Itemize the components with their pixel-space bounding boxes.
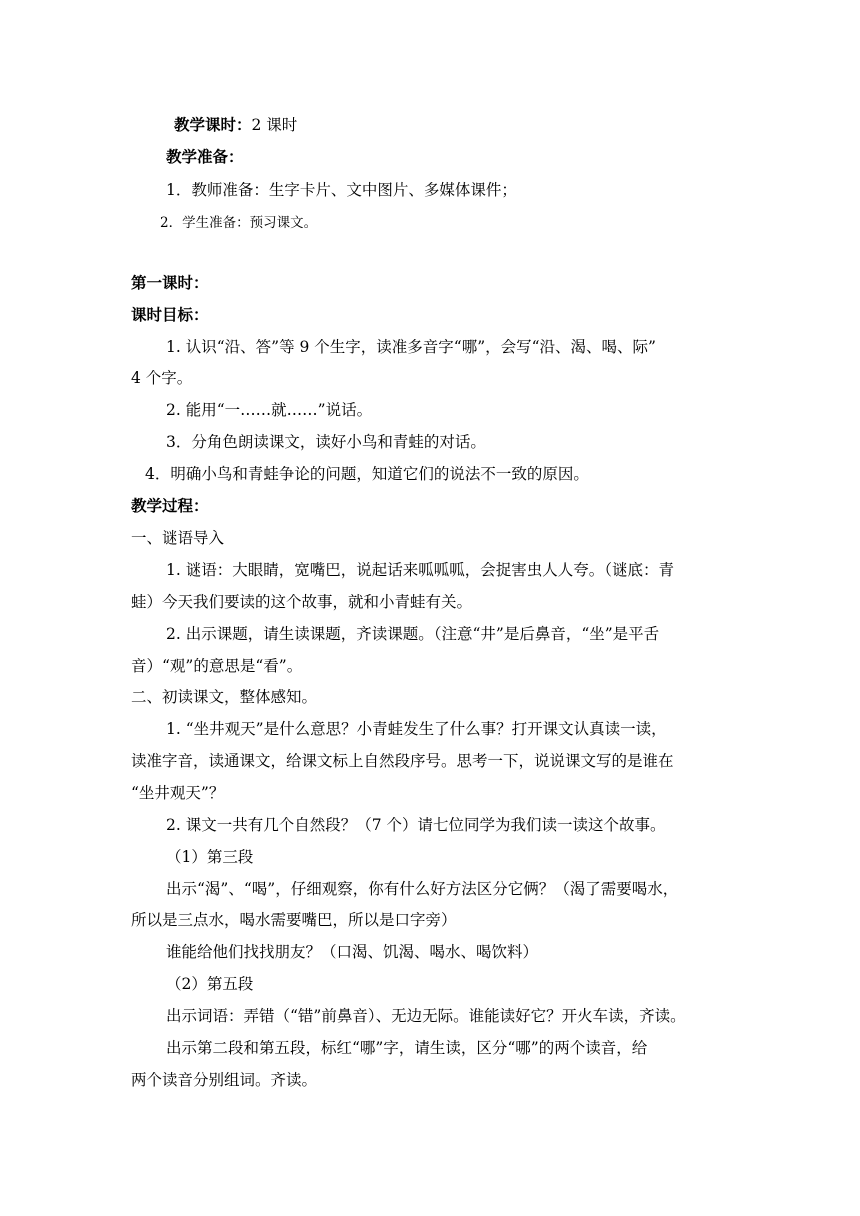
goal-line: 3．分角色朗读课文，读好小鸟和青蛙的对话。 xyxy=(166,433,486,451)
section-two-line: 谁能给他们找找朋友？（口渴、饥渴、喝水、喝饮料） xyxy=(166,943,539,961)
section-two-line: 两个读音分别组词。齐读。 xyxy=(131,1071,318,1089)
teaching-hours-label: 教学课时： xyxy=(174,116,252,134)
section-two-title: 二、初读课文，整体感知。 xyxy=(131,688,318,706)
lesson-one-title: 第一课时： xyxy=(131,274,209,292)
section-two-line: 1. “坐井观天”是什么意思？小青蛙发生了什么事？打开课文认真读一读， xyxy=(166,720,667,738)
lesson-goals-title: 课时目标： xyxy=(131,306,209,324)
section-two-line: （2）第五段 xyxy=(166,975,254,993)
section-two-line: 所以是三点水，喝水需要嘴巴，所以是口字旁） xyxy=(131,911,457,929)
section-one-line: 蛙）今天我们要读的这个故事，就和小青蛙有关。 xyxy=(131,593,473,611)
teaching-prep-heading: 教学准备： xyxy=(166,148,244,166)
process-title: 教学过程： xyxy=(131,497,209,515)
section-two-line: 读准字音，读通课文，给课文标上自然段序号。思考一下，说说课文写的是谁在 xyxy=(131,752,674,770)
section-one-title: 一、谜语导入 xyxy=(131,529,225,547)
section-two-line: “坐井观天”？ xyxy=(131,784,225,802)
section-two-line: 出示“渴”、“喝”，仔细观察，你有什么好方法区分它俩？（渴了需要喝水， xyxy=(166,880,679,898)
section-one-line: 音）“观”的意思是“看”。 xyxy=(131,657,303,675)
section-one-line: 1. 谜语：大眼睛，宽嘴巴，说起话来呱呱呱，会捉害虫人人夸。（谜底：青 xyxy=(166,561,674,579)
section-two-line: 2. 课文一共有几个自然段？（7 个）请七位同学为我们读一读这个故事。 xyxy=(166,816,666,834)
student-prep: 2．学生准备：预习课文。 xyxy=(160,215,318,231)
teaching-hours xyxy=(174,115,297,135)
section-one-line: 2. 出示课题，请生读课题，齐读课题。（注意“井”是后鼻音，“坐”是平舌 xyxy=(166,625,660,643)
teacher-prep: 1．教师准备：生字卡片、文中图片、多媒体课件； xyxy=(166,181,517,199)
section-two-line: 出示词语：弄错（“错”前鼻音）、无边无际。谁能读好它？开火车读，齐读。 xyxy=(166,1007,686,1025)
goal-line: 4．明确小鸟和青蛙争论的问题，知道它们的说法不一致的原因。 xyxy=(145,465,589,483)
section-two-line: 出示第二段和第五段，标红“哪”字，请生读，区分“哪”的两个读音，给 xyxy=(166,1039,648,1057)
section-two-line: （1）第三段 xyxy=(166,848,254,866)
goal-line: 4 个字。 xyxy=(131,369,193,387)
goal-line: 1. 认识“沿、答”等 9 个生字，读准多音字“哪”，会写“沿、渴、喝、际” xyxy=(166,338,656,356)
goal-line: 2. 能用“一……就……”说话。 xyxy=(166,401,373,419)
teaching-hours-value: 2 课时 xyxy=(251,116,298,134)
